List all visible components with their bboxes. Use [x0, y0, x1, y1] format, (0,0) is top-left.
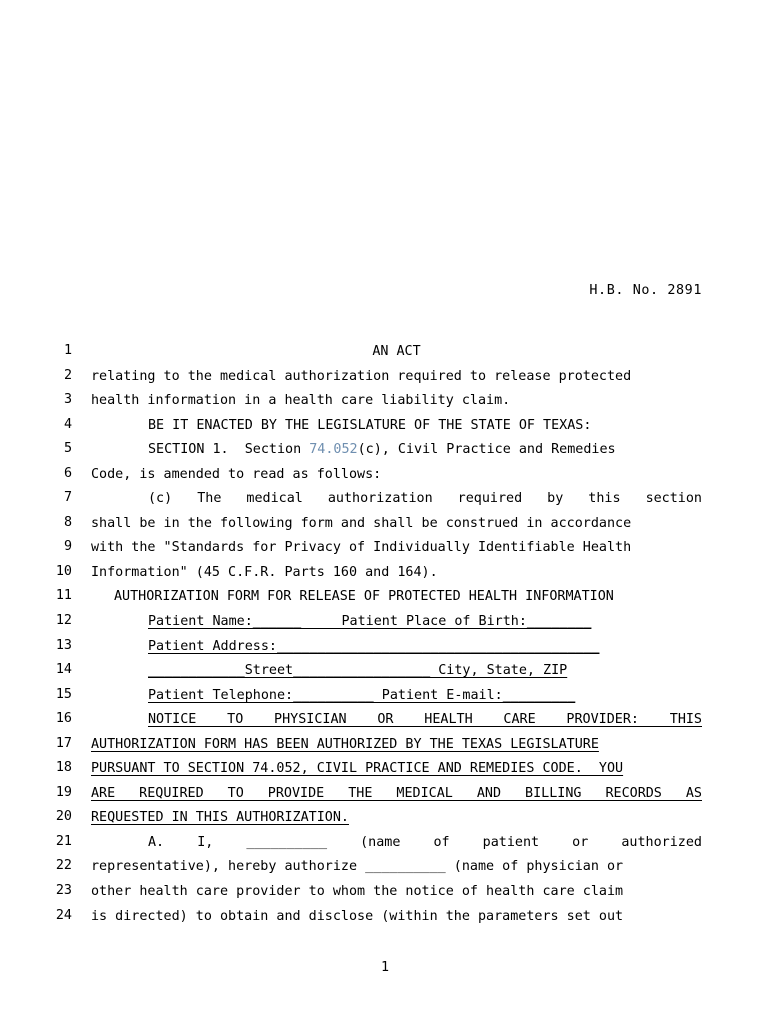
line-number: 5 — [63, 441, 72, 457]
line-15 — [0, 685, 770, 710]
line-13 — [0, 636, 770, 661]
line-number: 22 — [55, 858, 72, 874]
street-city-field: ____________Street_________________ City, State, ZIP — [148, 663, 568, 679]
line-16 — [0, 709, 770, 734]
line-number: 1 — [63, 343, 72, 358]
line-number: 19 — [55, 784, 72, 800]
line-14 — [0, 660, 770, 685]
patient-contact-field: Patient Telephone:__________ Patient E-mail:_________ — [148, 687, 576, 703]
line-number: 2 — [63, 367, 72, 383]
line-9 — [0, 537, 770, 562]
notice-text: REQUESTED IN THIS AUTHORIZATION. — [91, 810, 349, 826]
statute-link[interactable]: 74.052 — [309, 442, 358, 458]
patient-name-field: Patient Name:______ Patient Place of Birth:________ — [148, 614, 592, 630]
line-number: 11 — [55, 588, 72, 604]
line-number: 20 — [55, 809, 72, 825]
line-number: 14 — [55, 662, 72, 678]
line-7 — [0, 488, 770, 513]
line-17 — [0, 734, 770, 759]
line-22 — [0, 856, 770, 881]
section-text-post: (c), Civil Practice and Remedies — [357, 442, 616, 458]
line-18 — [0, 758, 770, 783]
line-20 — [0, 807, 770, 832]
line-number: 15 — [55, 686, 72, 702]
line-number: 16 — [55, 711, 72, 727]
section-text: Code, is amended to read as follows: — [91, 466, 382, 482]
line-12 — [0, 611, 770, 636]
line-number: 8 — [63, 514, 72, 530]
caption-text: relating to the medical authorization required to release protected — [91, 368, 632, 384]
line-number: 17 — [55, 735, 72, 751]
form-title: AUTHORIZATION FORM FOR RELEASE OF PROTECTED HEALTH INFORMATION — [114, 589, 614, 605]
line-5 — [0, 439, 770, 464]
section-text — [148, 441, 702, 459]
act-heading: AN ACT — [372, 344, 421, 359]
line-number: 18 — [55, 760, 72, 776]
line-number: 24 — [55, 907, 72, 923]
bill-number: H.B. No. 2891 — [589, 283, 702, 298]
page-number: 1 — [380, 960, 390, 975]
line-6 — [0, 464, 770, 489]
notice-text: NOTICE TO PHYSICIAN OR HEALTH CARE PROVIDER: THIS — [148, 712, 702, 728]
line-number: 7 — [63, 490, 72, 506]
line-10 — [0, 562, 770, 587]
subsection-text: Information" (45 C.F.R. Parts 160 and 164). — [91, 564, 438, 580]
notice-text: PURSUANT TO SECTION 74.052, CIVIL PRACTICE AND REMEDIES CODE. YOU — [91, 761, 624, 777]
patient-address-field: Patient Address:________________________________________ — [148, 638, 600, 654]
line-8 — [0, 513, 770, 538]
line-4 — [0, 415, 770, 440]
line-number: 9 — [63, 539, 72, 555]
authorization-text: is directed) to obtain and disclose (within the parameters set out — [91, 908, 624, 924]
authorization-text: other health care provider to whom the notice of health care claim — [91, 884, 624, 900]
subsection-text: shall be in the following form and shall be construed in accordance — [91, 515, 632, 531]
caption-text: health information in a health care liability claim. — [91, 393, 511, 409]
enacting-clause: BE IT ENACTED BY THE LEGISLATURE OF THE STATE OF TEXAS: — [148, 417, 592, 433]
notice-text: ARE REQUIRED TO PROVIDE THE MEDICAL AND BILLING RECORDS AS — [91, 785, 702, 801]
authorization-text: representative), hereby authorize __________ (name of physician or — [91, 859, 624, 875]
line-number: 12 — [55, 613, 72, 629]
line-number: 10 — [55, 563, 72, 579]
line-number: 23 — [55, 883, 72, 899]
notice-text: AUTHORIZATION FORM HAS BEEN AUTHORIZED BY THE TEXAS LEGISLATURE — [91, 736, 599, 752]
subsection-text: (c) The medical authorization required by this section — [148, 491, 702, 507]
line-24 — [0, 906, 770, 931]
section-text-pre: SECTION 1. Section — [148, 442, 310, 458]
line-number: 21 — [55, 833, 72, 849]
line-number: 13 — [55, 637, 72, 653]
authorization-text: A. I, __________ (name of patient or authorized — [148, 834, 702, 850]
line-21 — [0, 832, 770, 857]
line-19 — [0, 783, 770, 808]
line-1 — [0, 341, 770, 366]
line-number: 6 — [63, 465, 72, 481]
subsection-text: with the "Standards for Privacy of Individually Identifiable Health — [91, 540, 632, 556]
line-number: 3 — [63, 392, 72, 408]
line-2 — [0, 366, 770, 391]
line-11 — [0, 586, 770, 611]
bill-body — [0, 341, 770, 930]
line-3 — [0, 390, 770, 415]
line-number: 4 — [63, 416, 72, 432]
line-23 — [0, 881, 770, 906]
